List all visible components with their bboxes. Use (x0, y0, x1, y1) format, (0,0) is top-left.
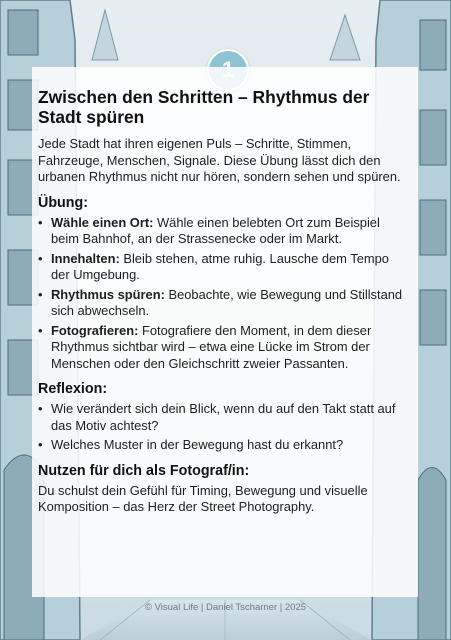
exercise-item-label: Fotografieren: (51, 322, 139, 338)
content-card (32, 67, 418, 597)
exercise-item-text: Fotografiere den Moment, in dem dieser Rhythmus sichtbar wird – etwa eine Lücke im Strom der Menschen oder den Gleichschritt zweier Passanten. (51, 322, 372, 371)
reflection-item-text: Wie verändert sich dein Blick, wenn du auf den Takt statt auf das Motiv achtest? (51, 401, 396, 433)
footer-copyright: © Visual Life | Daniel Tscharner | 2025 (144, 602, 307, 613)
reflection-heading: Reflexion: (38, 381, 108, 397)
exercise-item: • Rhythmus spüren: Beobachte, wie Bewegung und Stillstand sich abwechseln. (38, 286, 403, 318)
reflection-item: • Welches Muster in der Bewegung hast du erkannt? (38, 437, 344, 452)
exercise-heading: Übung: (38, 194, 89, 211)
exercise-item-label: Rhythmus spüren: (51, 286, 165, 302)
reflection-list (38, 401, 410, 454)
exercise-item: • Innehalten: Bleib stehen, atme ruhig. Lausche dem Tempo der Umgebung. (38, 250, 389, 282)
exercise-item: • Fotografieren: Fotografiere den Moment, in dem dieser Rhythmus sichtbar wird – etwa eine Lücke im Strom der Menschen oder den Gleichschritt zweier Passanten. (38, 322, 372, 371)
exercise-item: • Wähle einen Ort: Wähle einen belebten Ort zum Beispiel beim Bahnhof, an der Strassenecke oder im Markt. (38, 214, 380, 246)
reflection-item-text: Welches Muster in der Bewegung hast du erkannt? (51, 437, 344, 452)
exercise-item-text: Beobachte, wie Bewegung und Stillstand sich abwechseln. (51, 286, 403, 318)
benefit-heading: Nutzen für dich als Fotograf/in: (38, 462, 250, 479)
benefit-text: Du schulst dein Gefühl für Timing, Bewegung und visuelle Komposition – das Herz der Street Photography. (38, 482, 368, 514)
exercise-item-label: Wähle einen Ort: (51, 214, 154, 230)
exercise-item-text: Wähle einen belebten Ort zum Beispiel beim Bahnhof, an der Strassenecke oder im Markt. (51, 214, 380, 246)
intro-text: Jede Stadt hat ihren eigenen Puls – Schritte, Stimmen, Fahrzeuge, Menschen, Signale. Diese Übung lässt dich den urbanen Rhythmus nicht nur hören, sondern sehen und spüren. (38, 136, 401, 184)
exercise-item-label: Innehalten: (51, 250, 120, 266)
exercise-item-text: Bleib stehen, atme ruhig. Lausche dem Tempo der Umgebung. (51, 250, 389, 282)
reflection-item: • Wie verändert sich dein Blick, wenn du auf den Takt statt auf das Motiv achtest? (38, 401, 396, 433)
page-title: Zwischen den Schritten – Rhythmus der Stadt spüren (38, 87, 370, 127)
exercise-list (38, 215, 410, 373)
